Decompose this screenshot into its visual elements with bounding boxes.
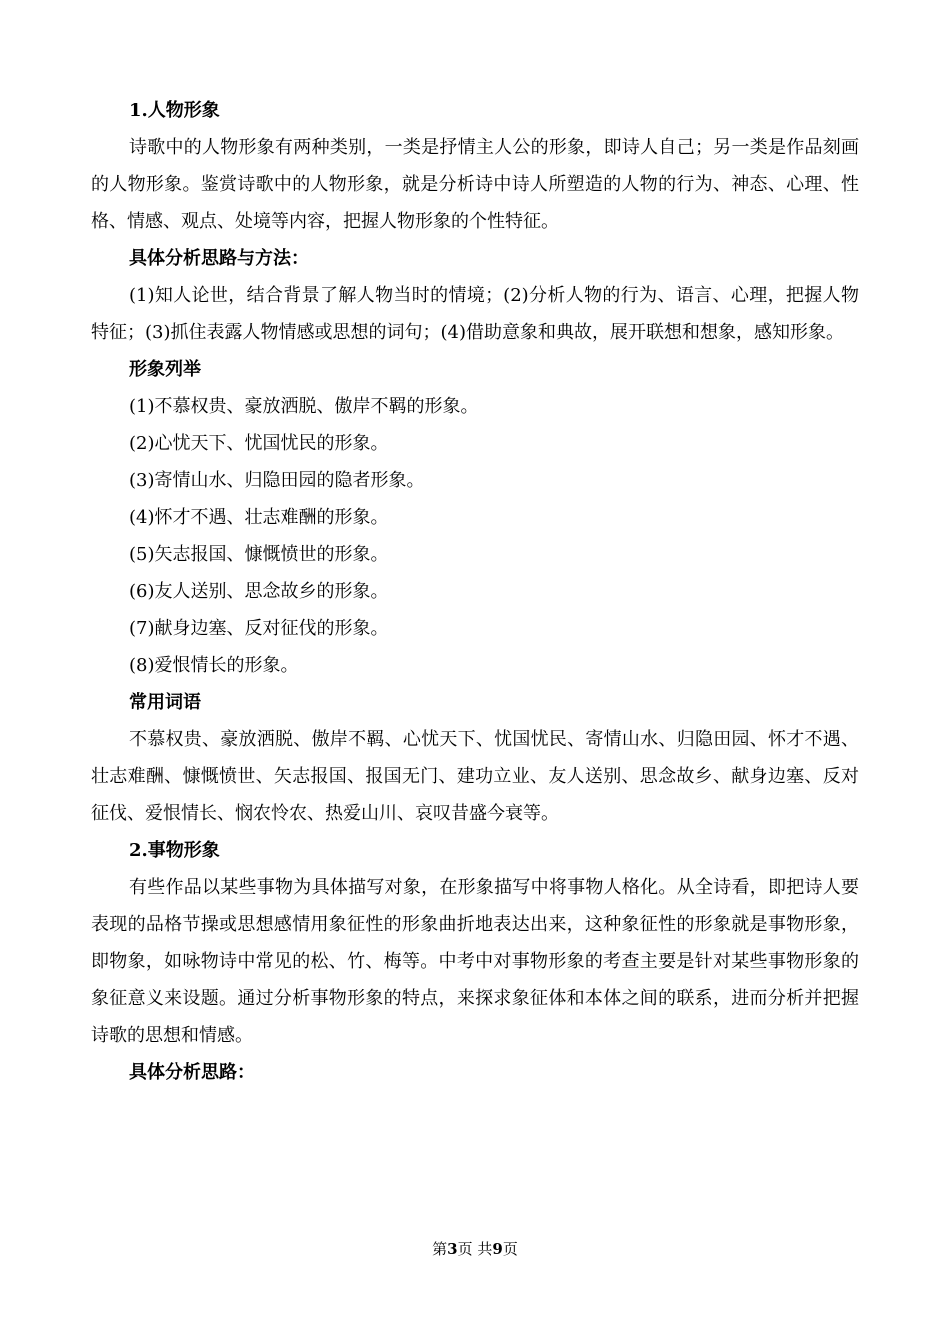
common-words-heading: 常用词语 [129, 692, 201, 713]
list-item: (8)爱恨情长的形象。 [129, 655, 299, 676]
page-footer [0, 1239, 950, 1259]
section-heading-character-image: 1.人物形象 [129, 100, 220, 121]
list-item: (6)友人送别、思念故乡的形象。 [129, 581, 389, 602]
list-item: (5)矢志报国、慷慨愤世的形象。 [129, 544, 389, 565]
list-item: (7)献身边塞、反对征伐的形象。 [129, 618, 389, 639]
list-item: (3)寄情山水、归隐田园的隐者形象。 [129, 470, 425, 491]
current-page-number: 3 [447, 1240, 458, 1258]
common-words-paragraph: 不慕权贵、豪放洒脱、傲岸不羁、心忧天下、忧国忧民、寄情山水、归隐田园、怀才不遇、壮志难酬、慷慨愤世、矢志报国、报国无门、建功立业、友人送别、思念故乡、献身边塞、反对征伐、爱恨情长、悯农怜农、热爱山川、哀叹昔盛今衰等。 [91, 729, 859, 824]
image-list [91, 388, 859, 684]
method-heading: 具体分析思路与方法： [129, 248, 309, 269]
footer-middle: 页 共 [457, 1240, 493, 1258]
total-page-number: 9 [492, 1240, 503, 1258]
object-image-paragraph: 有些作品以某些事物为具体描写对象，在形象描写中将事物人格化。从全诗看，即把诗人要表现的品格节操或思想感情用象征性的形象曲折地表达出来，这种象征性的形象就是事物形象，即物象，如咏物诗中常见的松、竹、梅等。中考中对事物形象的考查主要是针对某些事物形象的象征意义来设题。通过分析事物形象的特点，来探求象征体和本体之间的联系，进而分析并把握诗歌的思想和情感。 [91, 877, 859, 1046]
object-method-heading: 具体分析思路： [129, 1062, 255, 1083]
method-paragraph: (1)知人论世，结合背景了解人物当时的情境；(2)分析人物的行为、语言、心理，把握人物特征；(3)抓住表露人物情感或思想的词句；(4)借助意象和典故，展开联想和想象，感知形象。 [91, 285, 859, 343]
footer-prefix: 第 [432, 1240, 448, 1258]
list-item: (4)怀才不遇、壮志难酬的形象。 [129, 507, 389, 528]
page-content [91, 92, 859, 1091]
image-list-heading: 形象列举 [129, 359, 201, 380]
list-item: (2)心忧天下、忧国忧民的形象。 [129, 433, 389, 454]
footer-suffix: 页 [502, 1240, 518, 1258]
section-heading-object-image: 2.事物形象 [129, 840, 220, 861]
list-item: (1)不慕权贵、豪放洒脱、傲岸不羁的形象。 [129, 396, 479, 417]
character-image-paragraph: 诗歌中的人物形象有两种类别，一类是抒情主人公的形象，即诗人自己；另一类是作品刻画的人物形象。鉴赏诗歌中的人物形象，就是分析诗中诗人所塑造的人物的行为、神态、心理、性格、情感、观点、处境等内容，把握人物形象的个性特征。 [91, 137, 859, 232]
